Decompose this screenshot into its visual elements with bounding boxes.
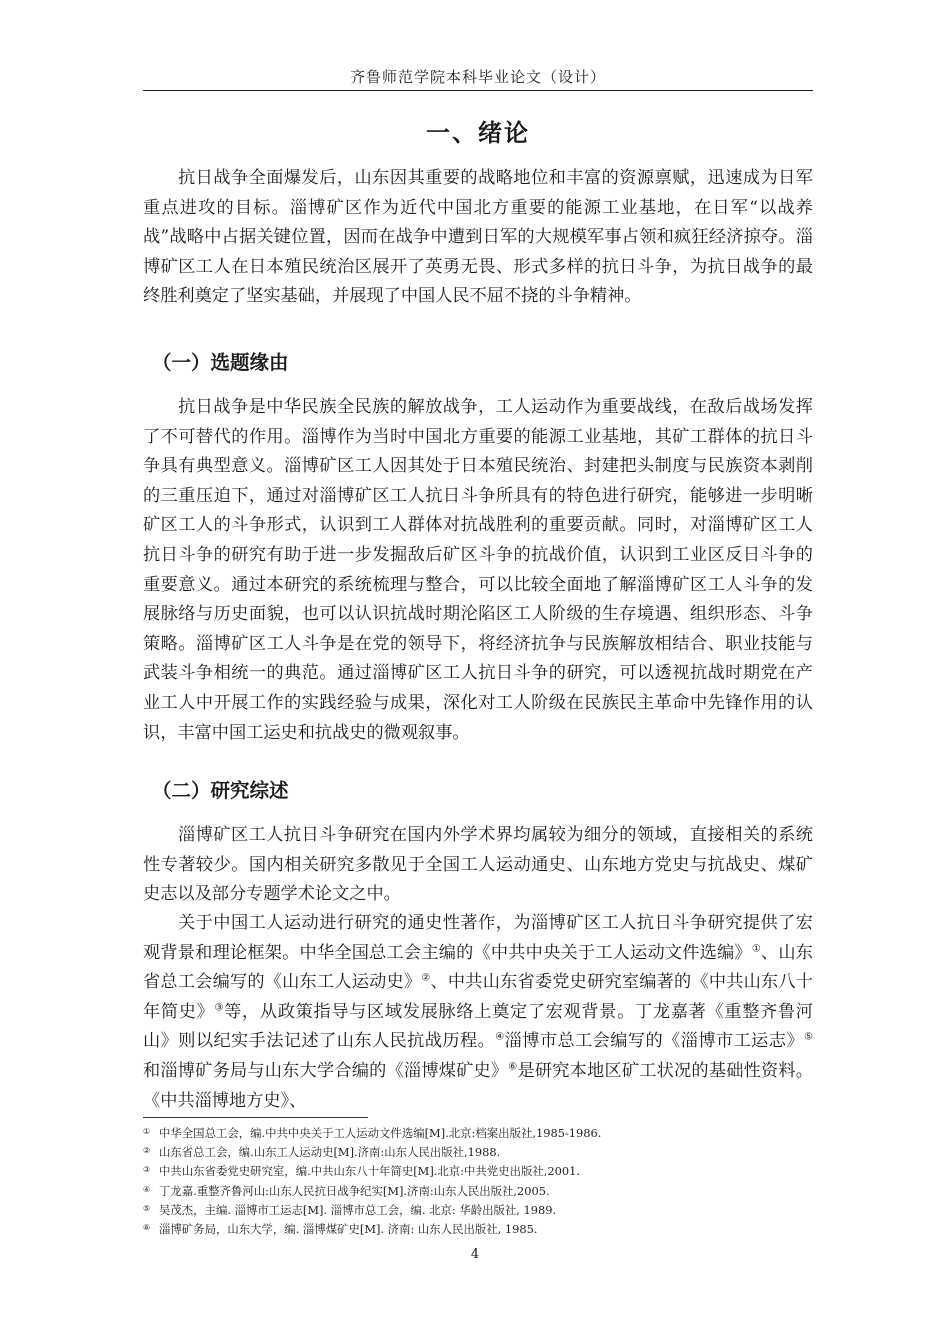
footnote-ref: ② [421, 972, 431, 984]
page-number: 4 [470, 1247, 480, 1262]
review-text: 、山东省总工会编写的《山东工人运动史》 [143, 942, 813, 993]
footnote-mark: ⑤ [143, 1203, 151, 1213]
review-text: 和淄博矿务局与山东大学合编的《淄博煤矿史》 [143, 1060, 509, 1081]
footnote-text: 淄博矿务局，山东大学，编. 淄博煤矿史[M]. 济南: 山东人民出版社, 1985. [159, 1222, 538, 1237]
section-heading-topic-reason: （一）选题缘由 [152, 351, 289, 374]
footnote-text: 中华全国总工会，编.中共中央关于工人运动文件选编[M].北京:档案出版社,1985-1986. [159, 1126, 602, 1140]
footnote-mark: ③ [143, 1165, 151, 1175]
footnote-mark: ⑥ [143, 1223, 151, 1233]
review-paragraph-1: 淄博矿区工人抗日斗争研究在国内外学术界均属较为细分的领域，直接相关的系统性专著较少。国内相关研究多散见于全国工人运动通史、山东地方党史与抗战史、煤矿史志以及部分专题学术论文之中。 [143, 825, 813, 905]
footnote-mark: ① [143, 1127, 151, 1136]
review-paragraph-2 [143, 909, 813, 1116]
footnote [143, 1219, 843, 1238]
footnote-text: 丁龙嘉.重整齐鲁河山:山东人民抗日战争纪实[M].济南:山东人民出版社,2005. [159, 1183, 550, 1198]
footnote [143, 1142, 843, 1161]
topic-reason-paragraph: 抗日战争是中华民族全民族的解放战争，工人运动作为重要战线，在敌后战场发挥了不可替代的作用。淄博作为当时中国北方重要的能源工业基地，其矿工群体的抗日斗争具有典型意义。淄博矿区工人因其处于日本殖民统治、封建把头制度与民族资本剥削的三重压迫下，通过对淄博矿区工人抗日斗争所具有的特色进行研究，能够进一步明晰矿区工人的斗争形式，认识到工人群体对抗战胜利的重要贡献。同时，对淄博矿区工人抗日斗争的研究有助于进一步发掘敌后矿区斗争的抗战价值，认识到工业区反日斗争的重要意义。通过本研究的系统梳理与整合，可以比较全面地了解淄博矿区工人斗争的发展脉络与历史面貌，也可以认识抗战时期沦陷区工人阶级的生存境遇、组织形态、斗争策略。淄博矿区工人斗争是在党的领导下，将经济抗争与民族解放相结合、职业技能与武装斗争相统一的典范。通过淄博矿区工人抗日斗争的研究，可以透视抗战时期党在产业工人中开展工作的实践经验与成果，深化对工人阶级在民族民主革命中先锋作用的认识，丰富中国工运史和抗战史的微观叙事。 [143, 397, 813, 743]
footnote [143, 1200, 843, 1219]
running-header: 齐鲁师范学院本科毕业论文（设计） [349, 68, 606, 86]
review-text: 关于中国工人运动进行研究的通史性著作，为淄博矿区工人抗日斗争研究提供了宏观背景和理论框架。中华全国总工会主编的《中共中央关于工人运动文件选编》 [143, 913, 813, 963]
review-text: 、中共山东省委党史研究室编著的《中共山东八十年简史》 [143, 972, 813, 1022]
footnote-text: 山东省总工会，编.山东工人运动史[M].济南:山东人民出版社,1988. [159, 1145, 501, 1160]
footnote-ref: ④ [495, 1031, 505, 1043]
footnote [143, 1161, 843, 1180]
footnote-separator [143, 1117, 368, 1118]
review-text: 等，从政策指导与区域发展脉络上奠定了宏观背景。丁龙嘉著《重整齐鲁河山》则以纪实手法记述了山东人民抗战历程。 [143, 1001, 813, 1052]
footnote-ref: ⑥ [508, 1061, 518, 1073]
header-rule [143, 90, 813, 91]
intro-paragraph: 抗日战争全面爆发后，山东因其重要的战略地位和丰富的资源禀赋，迅速成为日军重点进攻的目标。淄博矿区作为近代中国北方重要的能源工业基地，在日军“以战养战”战略中占据关键位置，因而在战争中遭到日军的大规模军事占领和疯狂经济掠夺。淄博矿区工人在日本殖民统治区展开了英勇无畏、形式多样的抗日斗争，为抗日战争的最终胜利奠定了坚实基础，并展现了中国人民不屈不挠的斗争精神。 [143, 168, 813, 307]
footnote-mark: ② [143, 1146, 151, 1156]
footnotes [143, 1123, 843, 1238]
footnote-text: 吴茂杰，主编. 淄博市工运志[M]. 淄博市总工会，编. 北京: 华龄出版社, 1989. [159, 1202, 557, 1217]
footnote [143, 1123, 843, 1142]
chapter-title: 一、绪论 [426, 119, 530, 147]
footnote-ref: ① [751, 942, 762, 954]
review-text: 淄博市总工会编写的《淄博市工运志》 [504, 1031, 805, 1052]
review-text: 是研究本地区矿工状况的基础性资料。《中共淄博地方史》、 [143, 1060, 813, 1111]
footnote-mark: ④ [143, 1184, 151, 1194]
section-heading-literature-review: （二）研究综述 [152, 779, 289, 802]
footnote-text: 中共山东省委党史研究室，编.中共山东八十年简史[M].北京:中共党史出版社,2001. [159, 1164, 580, 1179]
footnote-ref: ⑤ [804, 1031, 813, 1043]
footnote-ref: ③ [214, 1002, 225, 1014]
footnote [143, 1181, 843, 1200]
